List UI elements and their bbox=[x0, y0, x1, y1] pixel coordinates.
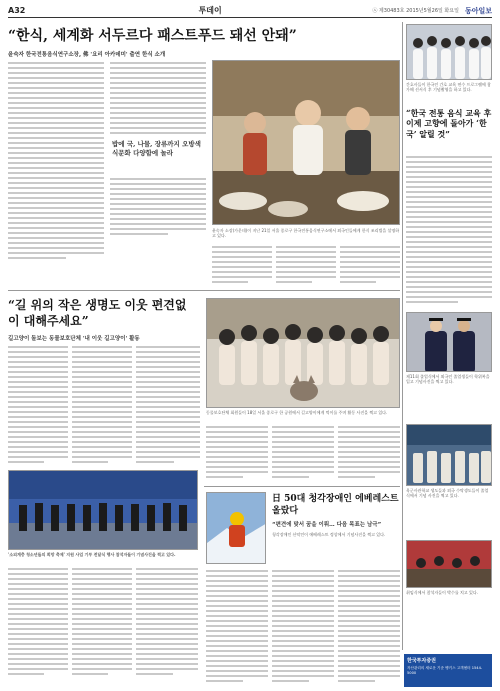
issue-date: ㉦ 제30483호 2015년5월26일 화요일 bbox=[372, 8, 459, 14]
ceremony-caption: 취임식에서 참석자들이 박수를 치고 있다. bbox=[406, 590, 479, 595]
divider bbox=[204, 486, 400, 487]
graduates-photo bbox=[406, 312, 492, 372]
newspaper-logo: 동아일보 bbox=[464, 6, 492, 15]
kitchen-scene-image bbox=[213, 61, 400, 225]
story2-headline: “길 위의 작은 생명도 이웃 편견없이 대해주세요” bbox=[8, 298, 187, 328]
story2-caption: 동물보호단체 회원들이 18일 서울 종로구 한 공원에서 길고양이에게 먹이를 주며 활동 사진을 찍고 있다. bbox=[206, 410, 388, 415]
event-photo bbox=[8, 470, 198, 550]
nurses-group-image bbox=[407, 25, 492, 80]
story1-body-col1 bbox=[8, 62, 104, 262]
story1-body-col2 bbox=[110, 62, 206, 137]
event-stage-image bbox=[9, 471, 198, 550]
story3-photo bbox=[206, 492, 266, 564]
right-story-headline: “한국 전통 음식 교육 후 이제 고향에 돌아가 ‘한국’ 알릴 것” bbox=[406, 108, 492, 139]
ceremony-image bbox=[407, 541, 492, 588]
event-body-col3 bbox=[136, 568, 198, 678]
climber-image bbox=[207, 493, 266, 564]
graduates-image bbox=[407, 313, 492, 372]
story1-pullquote: 밥에 국, 나물, 장류까지 오방색 식문화 다양함에 놀라 bbox=[112, 140, 201, 158]
ad-text: 자산관리의 새로운 기준 뱅키스 고객센터 1544-5000 bbox=[407, 666, 483, 675]
story3-body-col1 bbox=[206, 570, 268, 685]
story3-subhead: “편견에 맞서 꿈을 이뤄… 다음 목표는 남극” bbox=[272, 522, 382, 528]
cadets-image bbox=[407, 425, 492, 486]
group-with-cat-image bbox=[207, 299, 400, 408]
story1-body-col5 bbox=[340, 246, 400, 286]
story2-body-col2 bbox=[72, 346, 132, 466]
event-body-col2 bbox=[72, 568, 132, 678]
story2-body-col1 bbox=[8, 346, 68, 466]
story1-body-col3 bbox=[212, 246, 272, 286]
right-story-body bbox=[406, 156, 492, 306]
event-caption: '소외계층 청소년들의 희망 축제' 지원 사업 기부 전달식 행사 참석자들이 기념사진을 찍고 있다. bbox=[8, 552, 176, 557]
ceremony-photo bbox=[406, 540, 492, 588]
section-title: 투데이 bbox=[198, 6, 222, 15]
cadets-caption: 육군사관학교 생도들과 외국 수탁생도들이 졸업식에서 기념 사진을 찍고 있다. bbox=[406, 488, 489, 499]
story3-body-col2 bbox=[272, 570, 334, 685]
story2-body-col3 bbox=[136, 346, 200, 466]
story2-photo bbox=[206, 298, 400, 408]
story2-body-col4 bbox=[206, 426, 268, 481]
cadets-photo bbox=[406, 424, 492, 486]
ad-brand: 한국투자증권 bbox=[407, 658, 436, 664]
story1-caption: 윤숙자 소장(가운데)이 지난 21일 서울 종로구 한국전통음식연구소에서 외국인들에게 한식 조리법을 설명하고 있다. bbox=[212, 228, 400, 239]
story2-subhead: 길고양이 돌보는 동물보호단체 '내 이웃 길고양이' 활동 bbox=[8, 336, 140, 342]
advertisement[interactable] bbox=[404, 654, 492, 687]
divider bbox=[8, 290, 400, 291]
column-divider bbox=[402, 22, 403, 650]
nurses-photo bbox=[406, 24, 492, 80]
story2-body-col5 bbox=[272, 426, 334, 481]
story1-photo bbox=[212, 60, 400, 225]
story1-headline: “한식, 세계화 서두르다 패스트푸드 돼선 안돼” bbox=[8, 28, 297, 44]
story1-body-col4 bbox=[276, 246, 336, 286]
story1-subhead: 윤숙자 한국전통음식연구소장, 佛 '요리 아카데미' 출연 한식 소개 bbox=[8, 52, 166, 58]
graduates-caption: 제11회 졸업식에서 외국인 졸업생들이 학위복을 입고 기념사진을 찍고 있다. bbox=[406, 374, 490, 385]
page-header bbox=[8, 4, 492, 18]
story3-body-col3 bbox=[338, 570, 400, 685]
story2-body-col6 bbox=[338, 426, 400, 481]
event-body-col1 bbox=[8, 568, 68, 678]
nurses-caption: 간호사들이 한국인 간호 교육 연수 프로그램에 참가해 선서식 후 기념촬영을 하고 있다. bbox=[406, 82, 491, 93]
story1-body-col2b bbox=[110, 178, 206, 238]
story3-headline: 日 50대 청각장애인 에베레스트 올랐다 bbox=[272, 494, 399, 516]
page-number: A32 bbox=[8, 6, 26, 15]
story3-caption: 청각장애인 산악인이 에베레스트 정상에서 기념사진을 찍고 있다. bbox=[272, 532, 386, 537]
